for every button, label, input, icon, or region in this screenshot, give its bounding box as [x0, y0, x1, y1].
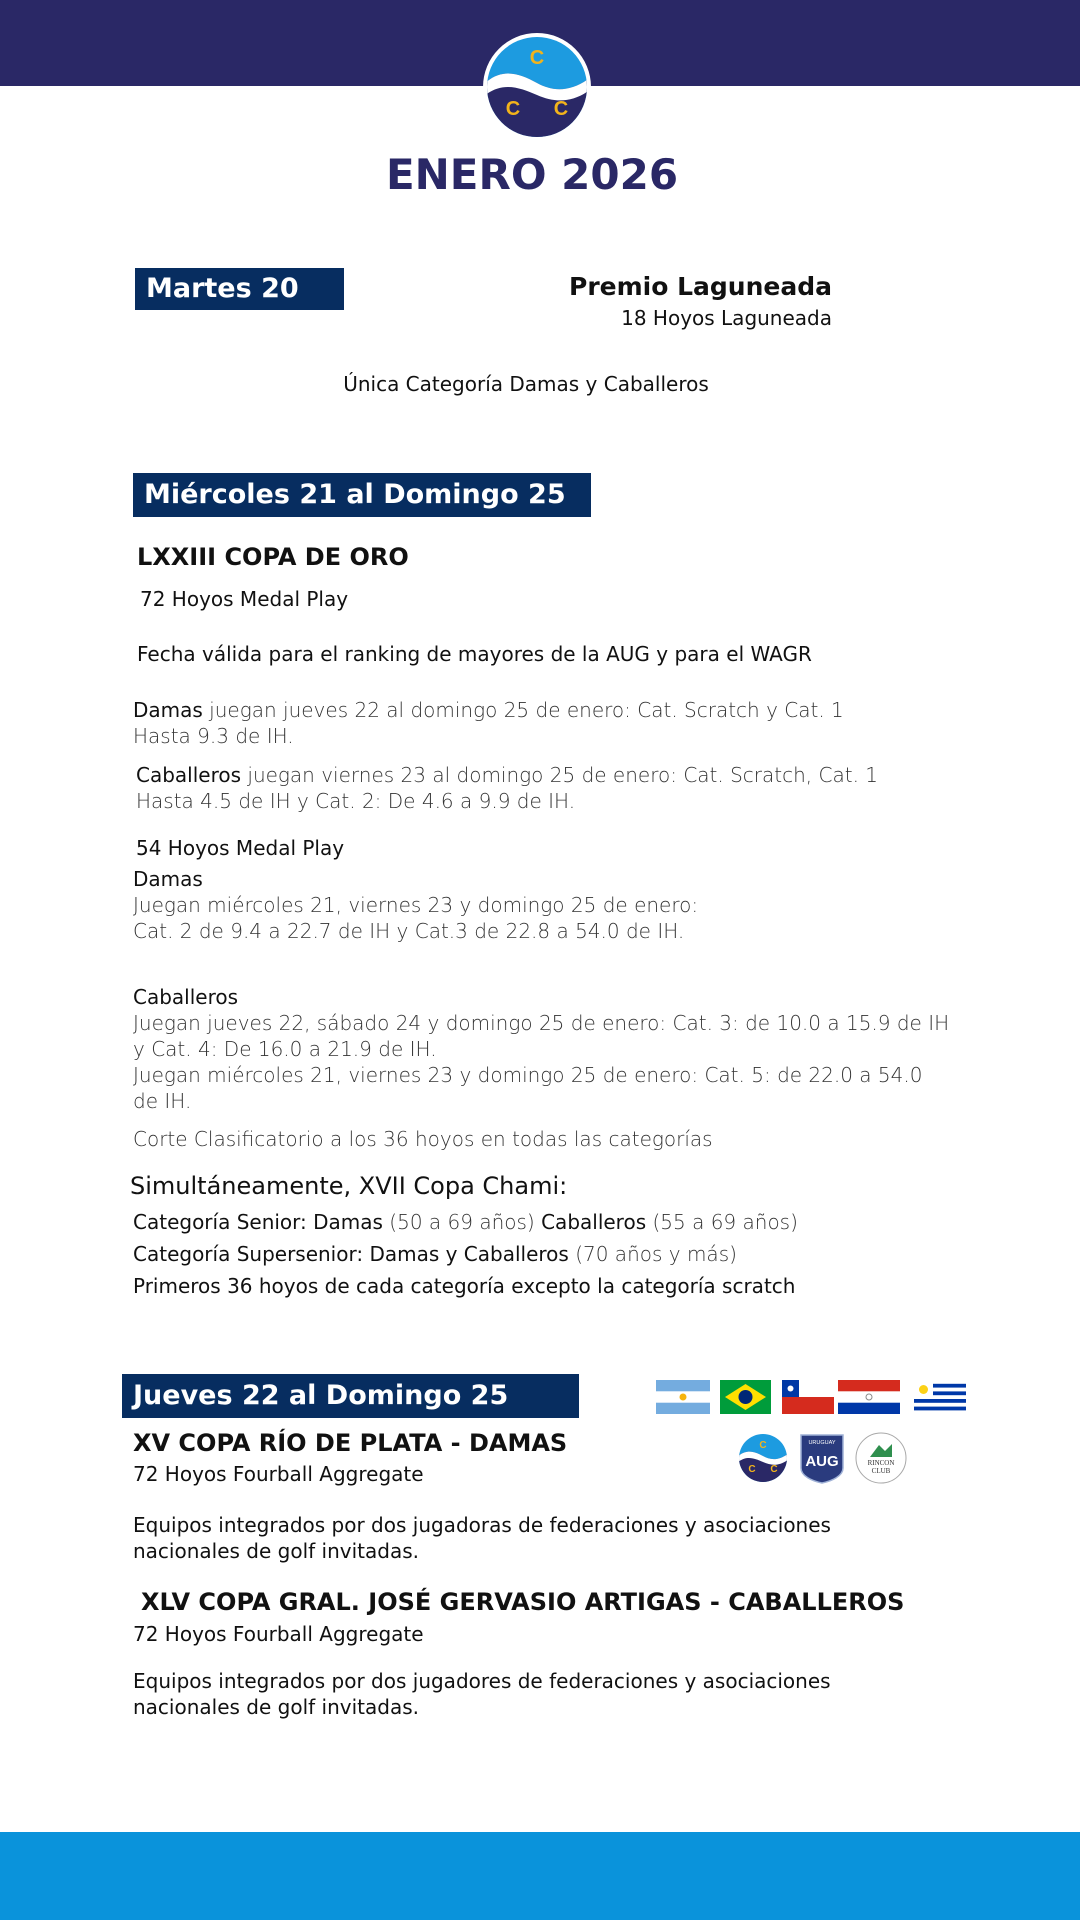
super-b: (70 años y más) [568, 1242, 737, 1266]
format-72-medal: 72 Hoyos Medal Play [140, 587, 349, 611]
caballeros-72-text: juegan viernes 23 al domingo 25 de enero: Cat. Scratch, Cat. 1 [241, 763, 879, 787]
damas-54-line1: Juegan miércoles 21, viernes 23 y domingo 25 de enero: [133, 893, 699, 917]
logo-letter-left: C [505, 98, 521, 120]
artigas-format: 72 Hoyos Fourball Aggregate [133, 1622, 424, 1646]
damas-72-block [133, 697, 933, 749]
damas-72-label: Damas [133, 698, 203, 722]
paraguay-flag-icon [838, 1380, 900, 1414]
caballeros-54-block [133, 984, 993, 1114]
date-band-jueves: Jueves 22 al Domingo 25 [122, 1374, 579, 1418]
rio-de-plata-desc2: nacionales de golf invitadas. [133, 1539, 419, 1563]
brazil-flag-icon [720, 1380, 771, 1414]
logo-letter-right: C [553, 98, 569, 120]
argentina-flag-icon [656, 1380, 710, 1414]
aug-logo-letters: AUG [805, 1453, 839, 1470]
damas-72-text2: Hasta 9.3 de IH. [133, 724, 294, 748]
caballeros-54-line1: Juegan jueves 22, sábado 24 y domingo 25 de enero: Cat. 3: de 10.0 a 15.9 de IH [133, 1011, 950, 1035]
event-title-laguneada: Premio Laguneada [569, 272, 832, 301]
caballeros-54-label: Caballeros [133, 985, 239, 1009]
senior-line [133, 1210, 798, 1234]
caballeros-54-line4: de IH. [133, 1089, 192, 1113]
cut-text: Corte Clasificatorio a los 36 hoyos en todas las categorías [133, 1127, 713, 1151]
senior-c: Caballeros [541, 1210, 647, 1234]
rio-de-plata-desc [133, 1512, 953, 1564]
caballeros-72-text2: Hasta 4.5 de IH y Cat. 2: De 4.6 a 9.9 de IH. [136, 789, 576, 813]
logo-letter-top: C [529, 47, 545, 69]
senior-b: (50 a 69 años) [382, 1210, 542, 1234]
mini-logo-letter-right: C [770, 1464, 778, 1475]
bottom-banner [0, 1832, 1080, 1920]
super-a: Categoría Supersenior: Damas y Caballeros [133, 1242, 569, 1266]
ranking-text: Fecha válida para el ranking de mayores de la AUG y para el WAGR [137, 642, 812, 666]
rincon-logo-line2: CLUB [871, 1467, 891, 1475]
rincon-logo-line1: RINCON [867, 1459, 895, 1467]
event-subtitle-laguneada: 18 Hoyos Laguneada [621, 306, 832, 330]
caballeros-54-line2: y Cat. 4: De 16.0 a 21.9 de IH. [133, 1037, 437, 1061]
club-logo [483, 33, 591, 141]
format-54-medal: 54 Hoyos Medal Play [136, 836, 345, 860]
damas-54-label: Damas [133, 867, 203, 891]
copa-de-oro-title: LXXIII COPA DE ORO [137, 543, 409, 571]
artigas-desc2: nacionales de golf invitadas. [133, 1695, 419, 1719]
chile-flag-icon [782, 1380, 834, 1414]
artigas-desc [133, 1668, 953, 1720]
chami-title: Simultáneamente, XVII Copa Chami: [130, 1172, 568, 1200]
senior-a: Categoría Senior: Damas [133, 1210, 383, 1234]
date-band-miercoles: Miércoles 21 al Domingo 25 [133, 473, 591, 517]
damas-54-line2: Cat. 2 de 9.4 a 22.7 de IH y Cat.3 de 22.8 a 54.0 de IH. [133, 919, 685, 943]
page-title: ENERO 2026 [385, 150, 679, 199]
caballeros-72-block [136, 762, 936, 814]
rio-de-plata-desc1: Equipos integrados por dos jugadoras de federaciones y asociaciones [133, 1513, 831, 1537]
artigas-desc1: Equipos integrados por dos jugadores de federaciones y asociaciones [133, 1669, 831, 1693]
damas-54-block [133, 866, 953, 944]
rio-de-plata-format: 72 Hoyos Fourball Aggregate [133, 1462, 424, 1486]
copa-artigas-title: XLV COPA GRAL. JOSÉ GERVASIO ARTIGAS - CABALLEROS [141, 1588, 905, 1616]
mini-logo-letter-top: C [759, 1440, 767, 1451]
caballeros-54-line3: Juegan miércoles 21, viernes 23 y domingo 25 de enero: Cat. 5: de 22.0 a 54.0 [133, 1063, 923, 1087]
category-text: Única Categoría Damas y Caballeros [343, 372, 709, 396]
rincon-club-logo [855, 1432, 907, 1484]
mini-logo-letter-left: C [748, 1464, 756, 1475]
supersenior-line [133, 1242, 737, 1266]
copa-rio-de-plata-title: XV COPA RÍO DE PLATA - DAMAS [133, 1429, 568, 1457]
first36-text: Primeros 36 hoyos de cada categoría excepto la categoría scratch [133, 1274, 796, 1298]
aug-logo-top-text: URUGUAY [808, 1440, 836, 1446]
caballeros-72-label: Caballeros [136, 763, 242, 787]
date-band-martes: Martes 20 [135, 268, 344, 310]
damas-72-text: juegan jueves 22 al domingo 25 de enero: Cat. Scratch y Cat. 1 [202, 698, 844, 722]
aug-logo [796, 1432, 848, 1484]
club-mini-logo [737, 1432, 789, 1484]
uruguay-flag-icon [914, 1380, 966, 1414]
senior-d: (55 a 69 años) [646, 1210, 798, 1234]
